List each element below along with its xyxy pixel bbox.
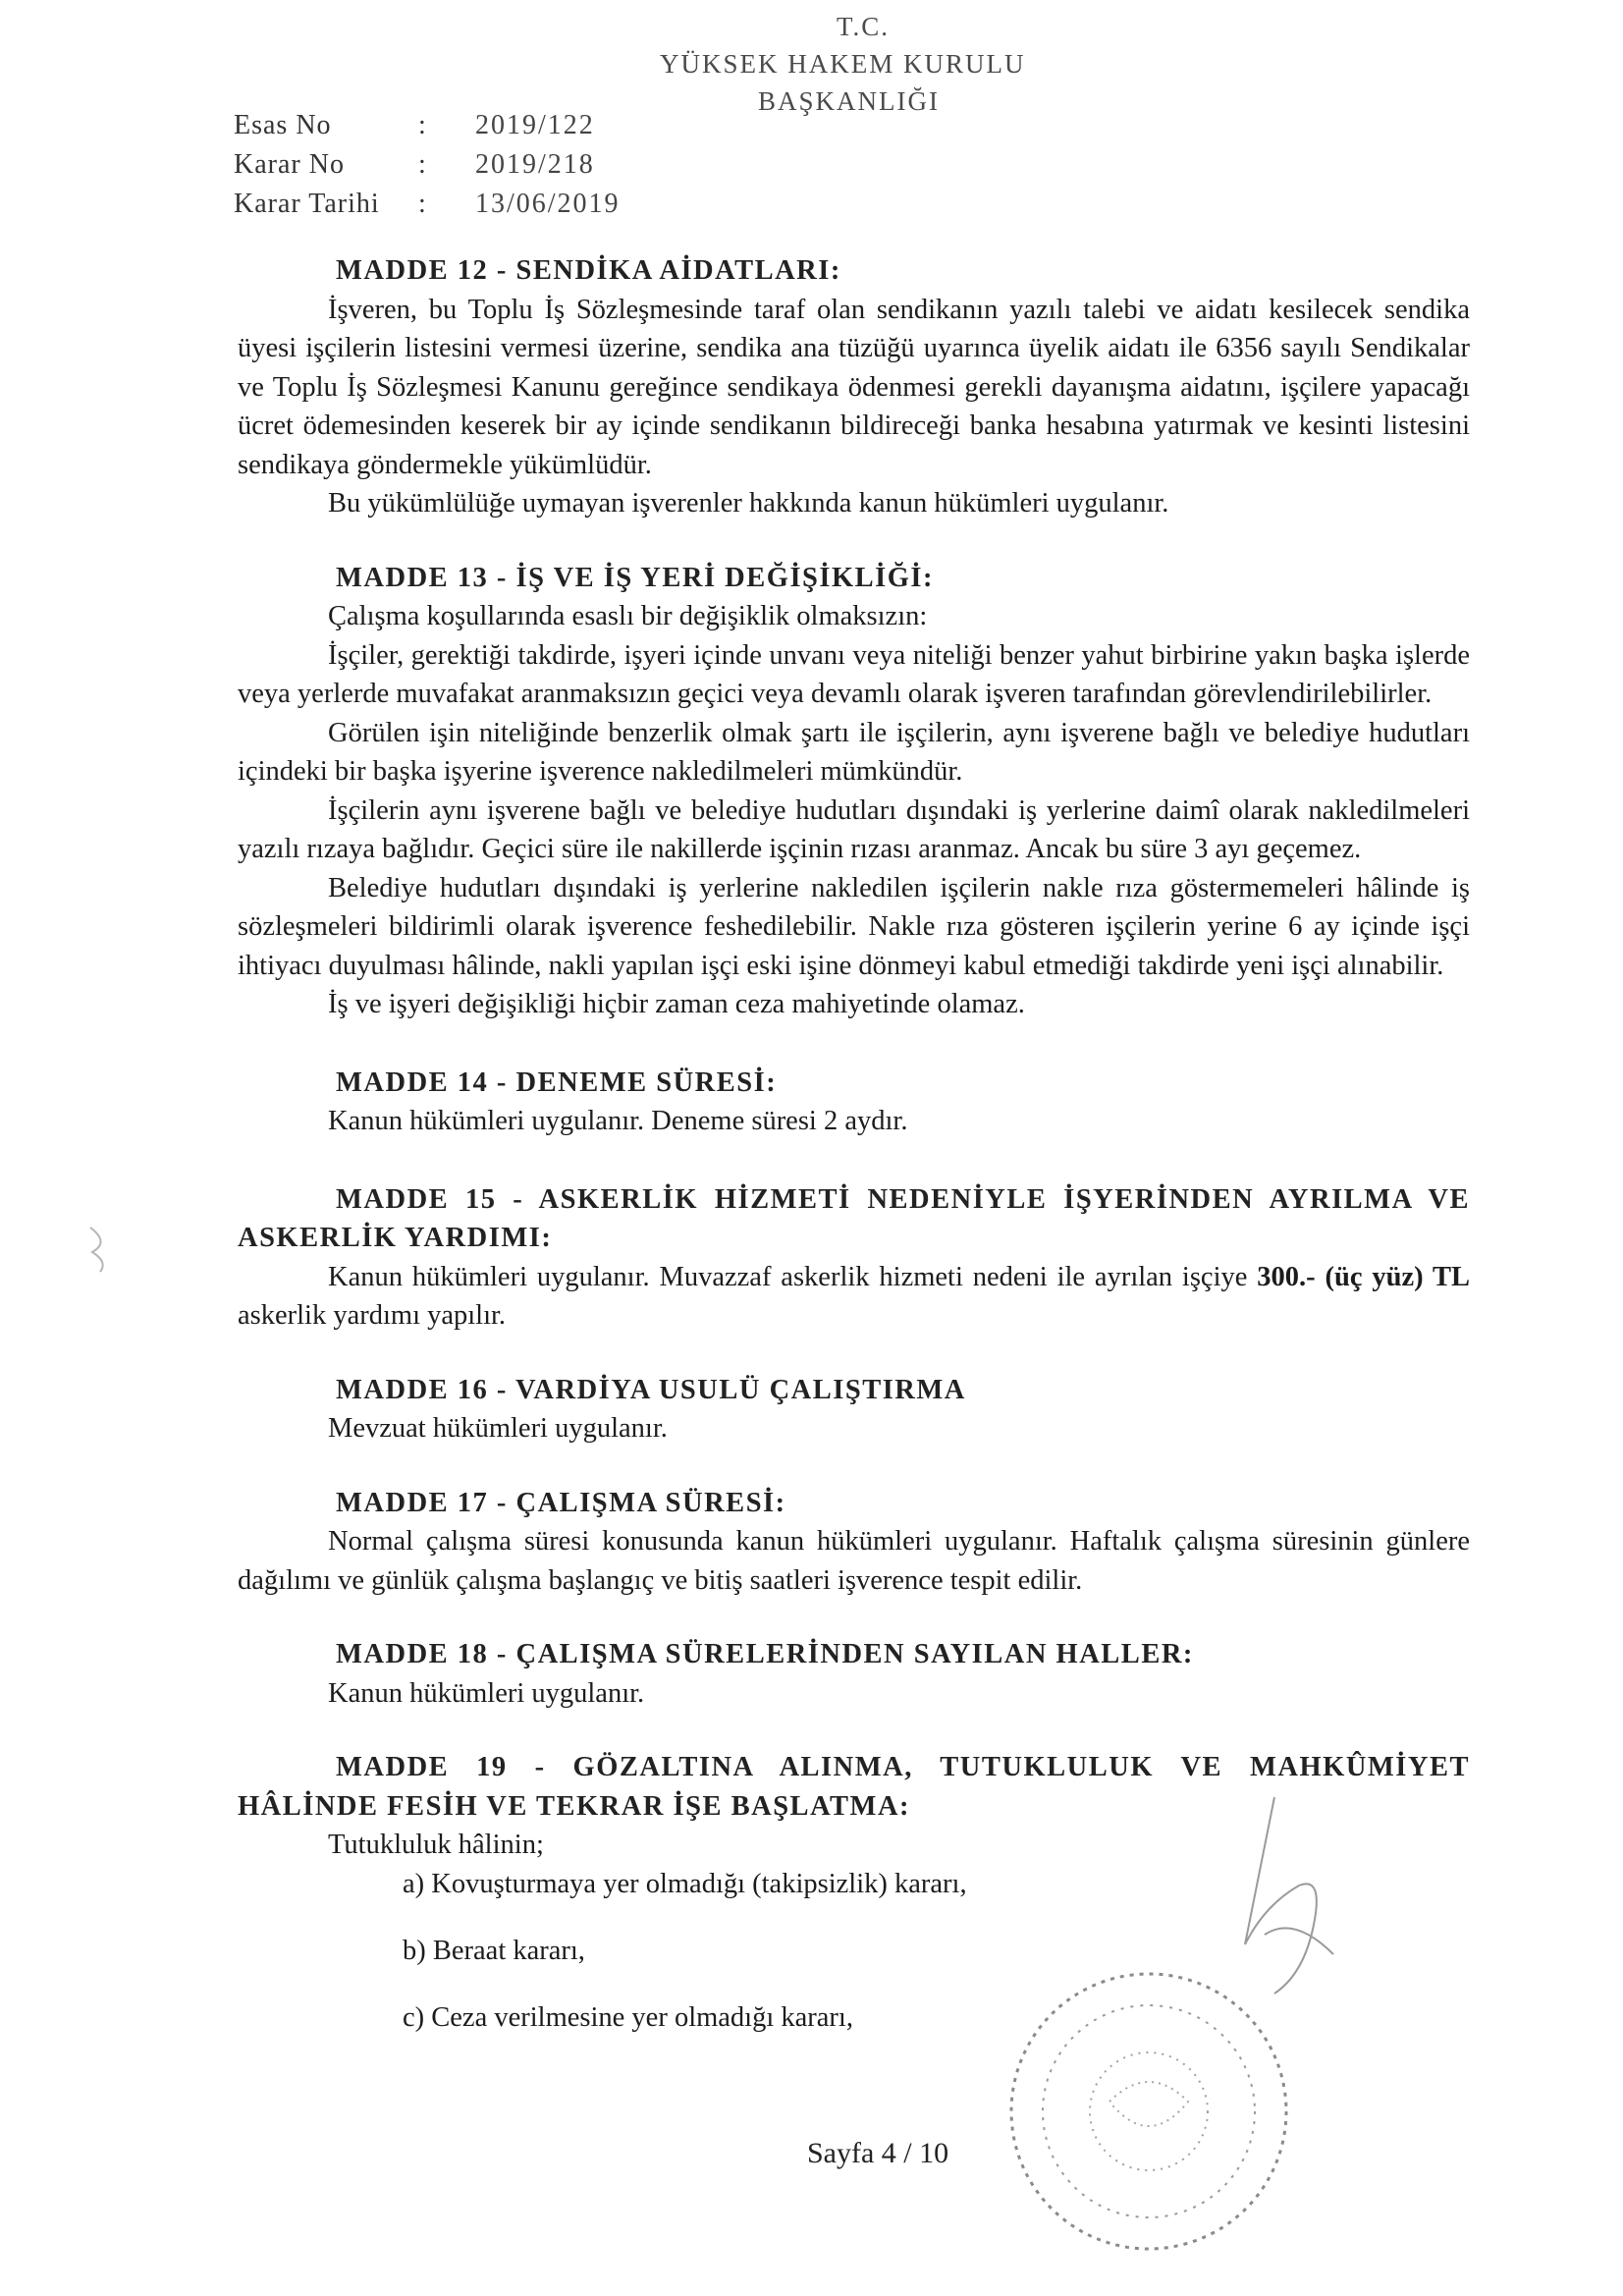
article-14-title: MADDE 14 - DENEME SÜRESİ:	[336, 1066, 778, 1098]
article-18	[238, 1635, 1470, 1713]
separator: :	[418, 189, 426, 219]
article-12-paragraph: Bu yükümlülüğe uymayan işverenler hakkında kanun hükümleri uygulanır.	[328, 488, 1169, 519]
article-14	[238, 1064, 1470, 1141]
article-13	[238, 559, 1470, 1024]
list-item: c) Ceza verilmesine yer olmadığı kararı,	[403, 2001, 853, 2033]
article-16	[238, 1371, 1470, 1449]
article-13-paragraph: İşçilerin aynı işverene bağlı ve belediye hudutları dışındaki iş yerlerine daimî olarak nakledilmeleri yazılı rızaya bağlıdır. Geçici süre ile nakillerde işçinin rızası aranmaz. Ancak bu süre 3 ayı geçemez.	[238, 794, 1470, 864]
esas-label: Esas No	[234, 110, 332, 140]
article-18-paragraph: Kanun hükümleri uygulanır.	[328, 1677, 645, 1709]
article-19-paragraph: Tutukluluk hâlinin;	[328, 1830, 544, 1860]
article-13-title: MADDE 13 - İŞ VE İŞ YERİ DEĞİŞİKLİĞİ:	[336, 562, 934, 593]
article-19-title: MADDE 19 - GÖZALTINA ALINMA, TUTUKLULUK VE MAHKÛMİYET HÂLİNDE FESİH VE TEKRAR İŞE BAŞLATMA:	[238, 1752, 1470, 1822]
separator: :	[418, 149, 426, 180]
separator: :	[418, 110, 426, 140]
article-14-paragraph: Kanun hükümleri uygulanır. Deneme süresi 2 aydır.	[328, 1106, 908, 1136]
list-item: b) Beraat kararı,	[403, 1935, 585, 1966]
article-15-amount: 300.- (üç yüz) TL	[1257, 1261, 1470, 1292]
esas-value: 2019/122	[475, 110, 595, 140]
meta-row-tarih	[234, 189, 621, 228]
article-13-paragraph: Görülen işin niteliğinde benzerlik olmak şartı ile işçilerin, aynı işverene bağlı ve belediye hudutları içindeki bir başka işyerine işverence nakledilmeleri mümkündür.	[238, 717, 1470, 787]
page-number: Sayfa 4 / 10	[807, 2137, 949, 2169]
article-13-paragraph: Çalışma koşullarında esaslı bir değişiklik olmaksızın:	[328, 601, 928, 631]
article-12-title: MADDE 12 - SENDİKA AİDATLARI:	[336, 255, 841, 286]
article-15-text: Kanun hükümleri uygulanır. Muvazzaf askerlik hizmeti nedeni ile ayrılan işçiye	[328, 1261, 1258, 1292]
meta-row-esas	[234, 110, 621, 149]
article-15-text: askerlik yardımı yapılır.	[238, 1300, 507, 1331]
article-15-paragraph	[238, 1258, 1470, 1336]
case-meta	[234, 110, 621, 228]
article-12-paragraph: İşveren, bu Toplu İş Sözleşmesinde taraf olan sendikanın yazılı talebi ve aidatı kesilecek sendika üyesi işçilerin listesini vermesi üzerine, sendika ana tüzüğü uyarınca üyelik aidatı ile 6356 sayılı Sendikalar ve Toplu İş Sözleşmesi Kanunu gereğince sendikaya ödenmesi gerekli dayanışma aidatını, işçilere yapacağı ücret ödemesinden keserek bir ay içinde sendikanın bildireceği banka hesabına yatırmak ve kesinti listesini sendikaya göndermekle yükümlüdür.	[238, 294, 1470, 480]
karar-value: 2019/218	[475, 149, 595, 180]
article-15	[238, 1180, 1470, 1336]
article-17-title: MADDE 17 - ÇALIŞMA SÜRESİ:	[336, 1487, 786, 1518]
tarih-value: 13/06/2019	[475, 189, 621, 219]
scan-mark-icon	[81, 1218, 120, 1277]
list-item: a) Kovuşturmaya yer olmadığı (takipsizlik) kararı,	[403, 1868, 967, 1899]
article-12	[238, 251, 1470, 523]
article-18-title: MADDE 18 - ÇALIŞMA SÜRELERİNDEN SAYILAN HALLER:	[336, 1639, 1194, 1669]
header-line-tc: T.C.	[837, 12, 890, 41]
header-line-presidency: BAŞKANLIĞI	[758, 86, 940, 116]
article-15-title: MADDE 15 - ASKERLİK HİZMETİ NEDENİYLE İŞYERİNDEN AYRILMA VE ASKERLİK YARDIMI:	[238, 1183, 1470, 1253]
article-13-paragraph: İşçiler, gerektiği takdirde, işyeri içinde unvanı veya niteliği benzer yahut birbirine yakın başka işlerde veya yerlerde muvafakat aranmaksızın geçici veya devamlı olarak işveren tarafından görevlendirilebilirler.	[238, 639, 1470, 709]
article-16-title: MADDE 16 - VARDİYA USULÜ ÇALIŞTIRMA	[336, 1374, 966, 1405]
stamp-icon	[992, 1954, 1306, 2269]
tarih-label: Karar Tarihi	[234, 189, 380, 219]
article-17-paragraph: Normal çalışma süresi konusunda kanun hükümleri uygulanır. Haftalık çalışma süresinin günlere dağılımı ve günlük çalışma başlangıç ve bitiş saatleri işverence tespit edilir.	[238, 1526, 1470, 1596]
article-17	[238, 1484, 1470, 1601]
article-16-paragraph: Mevzuat hükümleri uygulanır.	[328, 1413, 668, 1444]
header-line-institution: YÜKSEK HAKEM KURULU	[660, 49, 1026, 79]
meta-row-karar	[234, 149, 621, 189]
article-13-paragraph: İş ve işyeri değişikliği hiçbir zaman ceza mahiyetinde olamaz.	[328, 989, 1025, 1019]
karar-label: Karar No	[234, 149, 345, 180]
article-13-paragraph: Belediye hudutları dışındaki iş yerlerine nakledilen işçilerin nakle rıza göstermemeleri hâlinde iş sözleşmeleri bildirimli olarak işverence feshedilebilir. Nakle rıza gösteren işçilerin yerine 6 ay içinde işçi ihtiyacı duyulması hâlinde, nakli yapılan işçi eski işine dönmeyi kabul etmediği takdirde yeni işçi alınabilir.	[238, 872, 1470, 981]
